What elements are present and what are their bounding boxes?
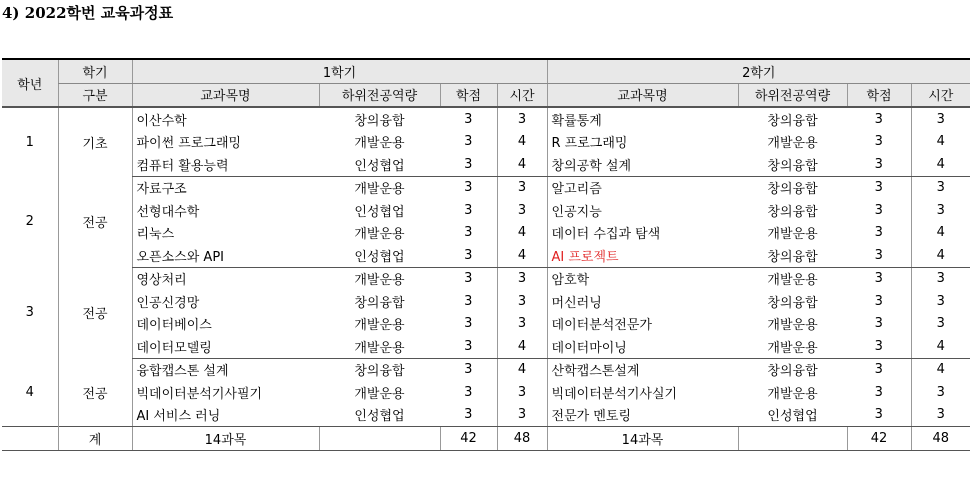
course-name-s1: 파이썬 프로그래밍 — [132, 131, 319, 154]
hours-s2: 3 — [911, 404, 970, 427]
semester-1-header: 1학기 — [132, 59, 547, 83]
course-name-s1: 융합캡스톤 설계 — [132, 358, 319, 381]
course-name-s2: 암호학 — [547, 267, 738, 290]
hours-s1: 3 — [497, 313, 547, 336]
credits-s1: 3 — [440, 244, 497, 267]
competency-s1: 인성협업 — [319, 404, 440, 427]
course-row — [2, 290, 970, 313]
course-row — [2, 107, 970, 131]
credits-s2: 3 — [874, 225, 883, 241]
totals-credits-s1: 42 — [440, 427, 497, 451]
semester-2-header: 2학기 — [547, 59, 970, 83]
hours-s1: 3 — [497, 290, 547, 313]
totals-spacer — [2, 427, 58, 451]
competency-s2: 개발운용 — [767, 136, 818, 152]
course-name-s2: 인공지능 — [547, 199, 738, 222]
hours-s2: 4 — [911, 131, 970, 154]
totals-empty-s2 — [738, 427, 847, 451]
credits-s2: 3 — [847, 153, 911, 176]
course-name-s2: 데이터분석전문가 — [547, 313, 738, 336]
competency-s1: 개발운용 — [354, 227, 405, 243]
credits-s2: 3 — [874, 202, 883, 218]
hours-s2: 4 — [911, 335, 970, 358]
competency-s1: 인성협업 — [319, 244, 440, 267]
course-name-s1: 오픈소스와 API — [132, 244, 319, 267]
competency-s2: 개발운용 — [767, 273, 818, 289]
competency-s2: 개발운용 — [767, 386, 818, 402]
competency-s2: 창의융합 — [767, 113, 818, 129]
credits-s1: 3 — [464, 111, 473, 127]
hours-s1: 3 — [497, 267, 547, 290]
competency-header-s1: 하위전공역량 — [319, 83, 440, 107]
credits-s2: 3 — [874, 316, 883, 332]
hours-s2: 3 — [911, 107, 970, 131]
credits-s2: 3 — [874, 134, 883, 150]
credits-s1: 3 — [440, 153, 497, 176]
competency-s1: 창의융합 — [354, 364, 405, 380]
course-name-s1: 인공신경망 — [132, 290, 319, 313]
credits-header-s2: 학점 — [847, 83, 911, 107]
course-name-s2: 알고리즘 — [547, 176, 738, 199]
competency-s1: 개발운용 — [354, 318, 405, 334]
course-name-s1: AI 서비스 러닝 — [132, 404, 319, 427]
course-name-s2: 확률통계 — [547, 107, 738, 131]
year-header: 학년 — [2, 59, 58, 107]
credits-s2: 3 — [874, 384, 883, 400]
competency-s2: 창의융합 — [767, 295, 818, 311]
course-row — [2, 244, 970, 267]
course-header-s2: 교과목명 — [547, 83, 738, 107]
totals-row — [2, 427, 970, 451]
course-row — [2, 335, 970, 358]
course-name-s2: 전문가 멘토링 — [547, 404, 738, 427]
hours-s1: 4 — [497, 358, 547, 381]
hours-s1: 3 — [497, 404, 547, 427]
credits-s2: 3 — [874, 293, 883, 309]
hours-s1: 3 — [497, 107, 547, 131]
course-name-s2: 빅데이터분석기사실기 — [547, 381, 738, 404]
course-name-s1: 선형대수학 — [132, 199, 319, 222]
course-row — [2, 176, 970, 199]
course-name-s1: 컴퓨터 활용능력 — [132, 153, 319, 176]
category-cell: 전공 — [58, 358, 132, 427]
credits-s1: 3 — [464, 384, 473, 400]
semester-header: 학기 — [58, 59, 132, 83]
curriculum-body — [2, 107, 970, 427]
hours-s2: 3 — [911, 176, 970, 199]
course-name-s2: R 프로그래밍 — [547, 131, 738, 154]
hours-s1: 3 — [497, 199, 547, 222]
totals-label: 계 — [58, 427, 132, 451]
category-header: 구분 — [58, 83, 132, 107]
course-name-s1: 데이터모델링 — [132, 335, 319, 358]
competency-s2: 개발운용 — [767, 318, 818, 334]
competency-s1: 개발운용 — [354, 182, 405, 198]
credits-s2: 3 — [847, 335, 911, 358]
course-name-s2: 머신러닝 — [547, 290, 738, 313]
course-row — [2, 199, 970, 222]
course-name-s1: 자료구조 — [132, 176, 319, 199]
course-row — [2, 222, 970, 245]
course-name-s2: 창의공학 설계 — [547, 153, 738, 176]
competency-s2: 개발운용 — [767, 227, 818, 243]
hours-s2: 4 — [911, 222, 970, 245]
competency-s1: 인성협업 — [354, 204, 405, 220]
year-cell: 2 — [25, 214, 34, 229]
credits-s2: 3 — [847, 404, 911, 427]
hours-s1: 4 — [497, 131, 547, 154]
category-cell: 기초 — [58, 107, 132, 176]
credits-s2: 3 — [874, 271, 883, 287]
credits-s1: 3 — [440, 404, 497, 427]
hours-header-s1: 시간 — [497, 83, 547, 107]
course-name-s1: 영상처리 — [132, 267, 319, 290]
credits-header-s1: 학점 — [440, 83, 497, 107]
course-name-s1: 데이터베이스 — [132, 313, 319, 336]
credits-s1: 3 — [464, 293, 473, 309]
course-row — [2, 313, 970, 336]
credits-s1: 3 — [464, 316, 473, 332]
course-name-s1: 빅데이터분석기사필기 — [132, 381, 319, 404]
course-name-s2: 산학캡스톤설계 — [547, 358, 738, 381]
hours-s2: 4 — [911, 244, 970, 267]
course-row — [2, 267, 970, 290]
hours-s2: 3 — [911, 381, 970, 404]
category-cell: 전공 — [58, 267, 132, 358]
hours-s2: 3 — [911, 199, 970, 222]
year-cell: 3 — [25, 305, 34, 320]
credits-s1: 3 — [464, 134, 473, 150]
competency-s2: 창의융합 — [738, 153, 847, 176]
hours-s2: 3 — [911, 267, 970, 290]
course-name-s2: 데이터 수집과 탐색 — [547, 222, 738, 245]
credits-s2: 3 — [874, 111, 883, 127]
competency-s1: 창의융합 — [354, 295, 405, 311]
competency-s2: 개발운용 — [738, 335, 847, 358]
year-cell: 1 — [25, 134, 34, 150]
course-row — [2, 381, 970, 404]
competency-s1: 인성협업 — [319, 153, 440, 176]
course-header-s1: 교과목명 — [132, 83, 319, 107]
hours-s1: 3 — [497, 176, 547, 199]
hours-header-s2: 시간 — [911, 83, 970, 107]
credits-s1: 3 — [464, 180, 473, 196]
hours-s2: 4 — [911, 358, 970, 381]
hours-s1: 4 — [497, 222, 547, 245]
hours-s1: 4 — [497, 335, 547, 358]
credits-s2: 3 — [874, 180, 883, 196]
course-name-s2: 데이터마이닝 — [547, 335, 738, 358]
totals-count-s1: 14과목 — [132, 427, 319, 451]
competency-s2: 인성협업 — [738, 404, 847, 427]
credits-s1: 3 — [464, 202, 473, 218]
category-cell: 전공 — [58, 176, 132, 267]
course-row — [2, 131, 970, 154]
course-name-s1: 리눅스 — [132, 222, 319, 245]
hours-s2: 4 — [911, 153, 970, 176]
course-name-s1: 이산수학 — [132, 107, 319, 131]
competency-s2: 창의융합 — [767, 364, 818, 380]
hours-s2: 3 — [911, 290, 970, 313]
credits-s1: 3 — [464, 362, 473, 378]
section-title: 4) 2022학번 교육과정표 — [2, 4, 174, 22]
competency-s2: 창의융합 — [738, 244, 847, 267]
course-row — [2, 153, 970, 176]
competency-s1: 개발운용 — [319, 335, 440, 358]
totals-empty-s1 — [319, 427, 440, 451]
totals-credits-s2: 42 — [847, 427, 911, 451]
course-row — [2, 358, 970, 381]
competency-s1: 개발운용 — [354, 273, 405, 289]
competency-s2: 창의융합 — [767, 182, 818, 198]
credits-s2: 3 — [847, 244, 911, 267]
competency-s2: 창의융합 — [767, 204, 818, 220]
course-name-s2: AI 프로젝트 — [547, 244, 738, 267]
competency-header-s2: 하위전공역량 — [738, 83, 847, 107]
hours-s2: 3 — [911, 313, 970, 336]
hours-s1: 4 — [497, 244, 547, 267]
year-cell: 4 — [25, 384, 34, 400]
hours-s1: 3 — [497, 381, 547, 404]
competency-s1: 개발운용 — [354, 136, 405, 152]
course-row — [2, 404, 970, 427]
credits-s1: 3 — [464, 271, 473, 287]
credits-s2: 3 — [874, 362, 883, 378]
credits-s1: 3 — [464, 225, 473, 241]
competency-s1: 개발운용 — [354, 386, 405, 402]
curriculum-table — [2, 58, 970, 451]
totals-hours-s2: 48 — [911, 427, 970, 451]
competency-s1: 창의융합 — [354, 113, 405, 129]
hours-s1: 4 — [497, 153, 547, 176]
credits-s1: 3 — [440, 335, 497, 358]
totals-count-s2: 14과목 — [547, 427, 738, 451]
totals-hours-s1: 48 — [497, 427, 547, 451]
